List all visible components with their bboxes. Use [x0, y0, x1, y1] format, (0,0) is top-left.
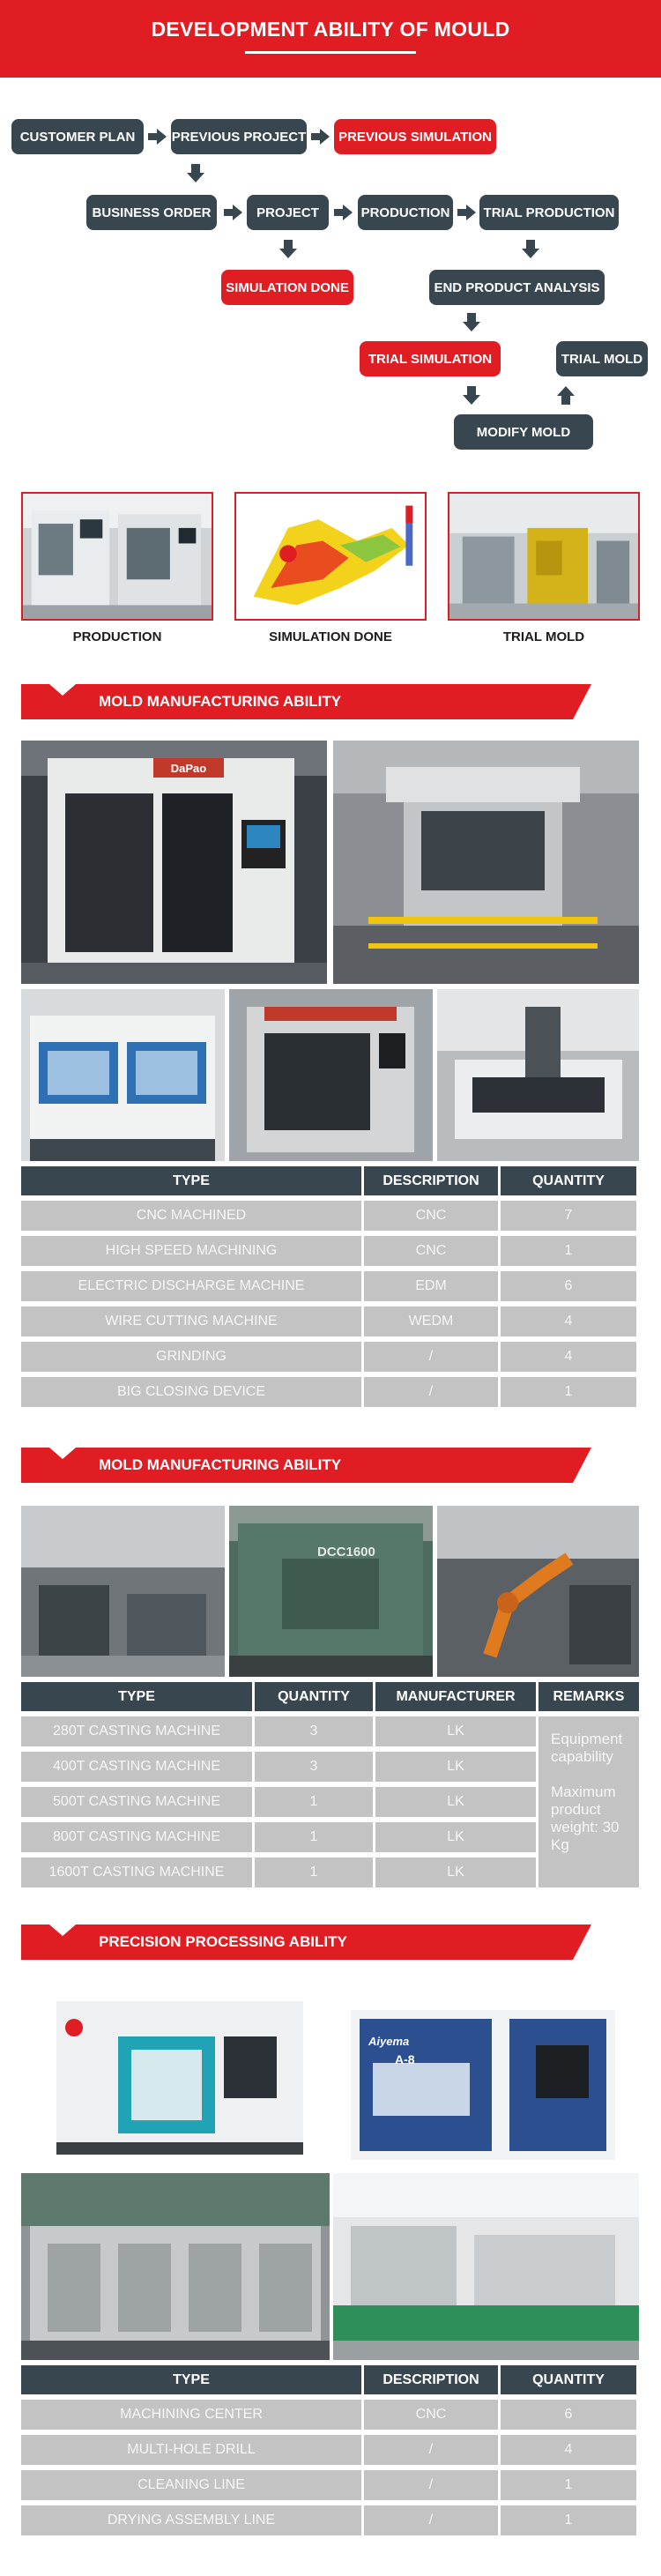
flow-simulation-done: SIMULATION DONE — [221, 270, 353, 305]
flow-production: PRODUCTION — [358, 195, 453, 230]
flow-modify-mold: MODIFY MOLD — [454, 414, 593, 450]
cell-description: CNC — [364, 2400, 498, 2430]
table-row — [21, 1342, 639, 1377]
photo-edm-machine — [21, 989, 225, 1161]
cell-type: 800T CASTING MACHINE — [21, 1822, 252, 1852]
right-arrow-icon — [311, 129, 330, 145]
table-row — [21, 2435, 639, 2470]
table-header-row — [21, 1682, 639, 1716]
remarks-capability: Equipment capability — [551, 1731, 623, 1765]
header-quantity: QUANTITY — [501, 2365, 636, 2394]
table-row — [21, 1307, 639, 1342]
cell-quantity: 3 — [255, 1716, 373, 1746]
cell-type: 1600T CASTING MACHINE — [21, 1858, 252, 1887]
cell-quantity: 1 — [501, 2505, 636, 2535]
cell-type: CNC MACHINED — [21, 1201, 361, 1231]
down-arrow-icon — [522, 240, 541, 259]
right-arrow-icon — [148, 129, 167, 145]
cell-manufacturer: LK — [375, 1858, 536, 1887]
flow-trial-simulation: TRIAL SIMULATION — [360, 341, 501, 376]
caption-simulation-done: SIMULATION DONE — [269, 629, 392, 644]
cell-manufacturer: LK — [375, 1822, 536, 1852]
right-arrow-icon — [457, 205, 477, 220]
photo-multi-hole-drill — [333, 1984, 639, 2169]
cell-type: 280T CASTING MACHINE — [21, 1716, 252, 1746]
header-description: DESCRIPTION — [364, 2365, 498, 2394]
photo-casting-press — [229, 1506, 433, 1677]
header-type: TYPE — [21, 1682, 252, 1711]
cell-quantity: 6 — [501, 2400, 636, 2430]
title-underline — [245, 51, 416, 54]
cell-quantity: 4 — [501, 2435, 636, 2465]
page-title: DEVELOPMENT ABILITY OF MOULD — [151, 18, 510, 41]
cell-quantity: 1 — [255, 1787, 373, 1817]
photo-wire-cutting-machine — [229, 989, 433, 1161]
right-arrow-icon — [334, 205, 353, 220]
cell-description: / — [364, 1342, 498, 1372]
cell-description: EDM — [364, 1271, 498, 1301]
cell-quantity: 4 — [501, 1342, 636, 1372]
table-row — [21, 1236, 639, 1271]
flow-business-order: BUSINESS ORDER — [86, 195, 217, 230]
photo-trial-mold — [448, 492, 640, 621]
header-manufacturer: MANUFACTURER — [375, 1682, 536, 1711]
cell-quantity: 1 — [501, 1236, 636, 1266]
cell-type: ELECTRIC DISCHARGE MACHINE — [21, 1271, 361, 1301]
cell-description: / — [364, 2435, 498, 2465]
cell-quantity: 7 — [501, 1201, 636, 1231]
cell-description: / — [364, 1377, 498, 1407]
hero-banner — [0, 0, 661, 78]
remarks-cell — [538, 1716, 639, 1887]
section-banner-mold-1 — [21, 684, 591, 719]
table-row — [21, 2470, 639, 2505]
down-arrow-icon — [463, 386, 482, 406]
cell-quantity: 4 — [501, 1307, 636, 1336]
machine-model: A-8 — [395, 2052, 415, 2066]
cell-quantity: 1 — [501, 1377, 636, 1407]
table-row — [21, 1271, 639, 1307]
photo-production — [21, 492, 213, 621]
caption-trial-mold: TRIAL MOLD — [502, 629, 585, 644]
header-type: TYPE — [21, 1166, 361, 1195]
cell-manufacturer: LK — [375, 1752, 536, 1782]
cell-quantity: 1 — [255, 1822, 373, 1852]
table-mold-equipment — [21, 1166, 639, 1412]
table-precision-equipment — [21, 2365, 639, 2541]
cell-description: CNC — [364, 1236, 498, 1266]
photo-cnc-machine — [21, 741, 327, 984]
cell-type: WIRE CUTTING MACHINE — [21, 1307, 361, 1336]
machine-brand-plate: DaPao — [170, 762, 207, 775]
cell-type: MULTI-HOLE DRILL — [21, 2435, 361, 2465]
cell-type: CLEANING LINE — [21, 2470, 361, 2500]
press-label: DCC1600 — [317, 1545, 375, 1560]
table-row — [21, 1377, 639, 1412]
photo-drying-assembly-line — [333, 2173, 639, 2360]
cell-description: CNC — [364, 1201, 498, 1231]
cell-manufacturer: LK — [375, 1716, 536, 1746]
photo-press-machine — [333, 741, 639, 984]
cell-type: GRINDING — [21, 1342, 361, 1372]
cell-type: 500T CASTING MACHINE — [21, 1787, 252, 1817]
cell-manufacturer: LK — [375, 1787, 536, 1817]
cell-type: HIGH SPEED MACHINING — [21, 1236, 361, 1266]
cell-description: / — [364, 2505, 498, 2535]
flow-project: PROJECT — [247, 195, 329, 230]
header-quantity: QUANTITY — [501, 1166, 636, 1195]
table-row — [21, 2505, 639, 2541]
photo-robot-arm — [437, 1506, 639, 1677]
remarks-max-weight: Maximum product weight: 30 Kg — [551, 1783, 620, 1853]
cell-quantity: 1 — [501, 2470, 636, 2500]
cell-type: DRYING ASSEMBLY LINE — [21, 2505, 361, 2535]
cell-quantity: 1 — [255, 1858, 373, 1887]
banner-title: MOLD MANUFACTURING ABILITY — [99, 1456, 342, 1473]
table-casting-machines — [21, 1682, 639, 1893]
cell-type: 400T CASTING MACHINE — [21, 1752, 252, 1782]
flow-trial-mold: TRIAL MOLD — [556, 341, 648, 376]
right-arrow-icon — [224, 205, 243, 220]
section-banner-precision — [21, 1925, 591, 1960]
table-row — [21, 2400, 639, 2435]
cell-type: MACHINING CENTER — [21, 2400, 361, 2430]
cell-type: BIG CLOSING DEVICE — [21, 1377, 361, 1407]
flow-customer-plan: CUSTOMER PLAN — [11, 119, 144, 154]
table-header-row — [21, 1166, 639, 1201]
up-arrow-icon — [557, 386, 576, 406]
banner-title: PRECISION PROCESSING ABILITY — [99, 1933, 347, 1950]
table-header-row — [21, 2365, 639, 2400]
header-type: TYPE — [21, 2365, 361, 2394]
machine-brand: Aiyema — [368, 2035, 410, 2048]
cell-description: / — [364, 2470, 498, 2500]
header-quantity: QUANTITY — [255, 1682, 373, 1711]
photo-casting-workshop — [21, 1506, 225, 1677]
header-remarks: REMARKS — [538, 1682, 639, 1711]
flow-previous-simulation: PREVIOUS SIMULATION — [334, 119, 496, 154]
flow-end-product-analysis: END PRODUCT ANALYSIS — [429, 270, 605, 305]
photo-grinding-machine — [437, 989, 639, 1161]
cell-quantity: 3 — [255, 1752, 373, 1782]
down-arrow-icon — [279, 240, 299, 259]
caption-production: PRODUCTION — [72, 629, 162, 644]
cell-description: WEDM — [364, 1307, 498, 1336]
header-description: DESCRIPTION — [364, 1166, 498, 1195]
section-banner-mold-2 — [21, 1448, 591, 1483]
flow-previous-project: PREVIOUS PROJECT — [171, 119, 307, 154]
banner-title: MOLD MANUFACTURING ABILITY — [99, 693, 342, 710]
table-row — [21, 1201, 639, 1236]
photo-machining-center — [21, 1984, 330, 2169]
down-arrow-icon — [463, 313, 482, 332]
photo-cleaning-line — [21, 2173, 330, 2360]
photo-simulation — [234, 492, 427, 621]
down-arrow-icon — [187, 164, 206, 183]
flow-trial-production: TRIAL PRODUCTION — [479, 195, 619, 230]
cell-quantity: 6 — [501, 1271, 636, 1301]
